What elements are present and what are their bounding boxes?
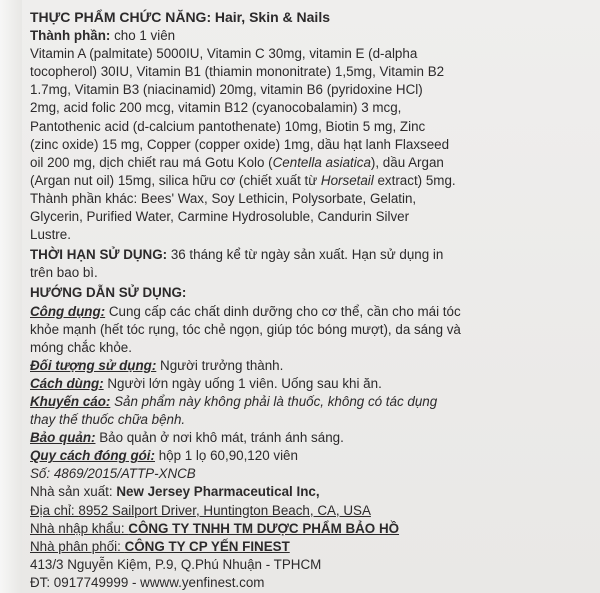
other-ingredients-line-2: Glycerin, Purified Water, Carmine Hydrosoluble, Candurin Silver <box>30 209 410 225</box>
warning-value: Sản phẩm này không phải là thuốc, không có tác dụng <box>110 393 438 409</box>
distributor-value: CÔNG TY CP YẾN FINEST <box>124 538 290 554</box>
composition-line-5: Pantothenic acid (d-calcium pantothenate) 10mg, Biotin 5 mg, Zinc <box>30 118 426 134</box>
product-category: THỰC PHẨM CHỨC NĂNG: <box>30 9 212 25</box>
product-title-line <box>30 8 592 27</box>
manufacturer-line <box>30 483 592 501</box>
composition-line-2: tocopherol) 30IU, Vitamin B1 (thiamin mononitrate) 1,5mg, Vitamin B2 <box>30 64 445 80</box>
distributor-line <box>30 538 592 556</box>
packaging-value: hộp 1 lọ 60,90,120 viên <box>154 448 298 464</box>
manufacturer-label: Nhà sản xuất: <box>30 484 117 500</box>
composition-heading-line <box>30 27 592 45</box>
directions-line <box>30 375 592 393</box>
uses-line-1 <box>30 303 592 321</box>
distributor-address: 413/3 Nguyễn Kiệm, P.9, Q.Phú Nhuận - TPHCM <box>30 556 322 572</box>
composition-line-4: 2mg, acid folic 200 mcg, vitamin B12 (cyanocobalamin) 3 mcg, <box>30 100 402 116</box>
registration-line: Số: 4869/2015/ATTP-XNCB <box>30 466 196 482</box>
uses-line-2: khỏe mạnh (hết tóc rụng, tóc chẻ ngọn, giúp tóc bóng mượt), da sáng và <box>30 321 461 337</box>
target-label: Đối tượng sử dụng: <box>30 357 157 373</box>
other-ingredients-line-3: Lustre. <box>30 227 71 243</box>
expiry-value: 36 tháng kể từ ngày sản xuất. Hạn sử dụng in <box>167 247 444 263</box>
usage-title: HƯỚNG DẪN SỬ DỤNG: <box>30 285 187 301</box>
address-value: 8952 Sailport Driver, Huntington Beach, CA, USA <box>78 502 371 518</box>
storage-value: Bảo quản ở nơi khô mát, tránh ánh sáng. <box>95 430 344 446</box>
expiry-label: THỜI HẠN SỬ DỤNG: <box>30 247 168 263</box>
uses-value: Cung cấp các chất dinh dưỡng cho cơ thể, cần cho mái tóc <box>105 303 461 319</box>
warning-label: Khuyến cáo: <box>30 393 111 409</box>
product-name: Hair, Skin & Nails <box>214 9 331 25</box>
composition-line-8: (Argan nut oil) 15mg, silica hữu cơ (chiết xuất từ Horsetail extract) 5mg. <box>30 172 456 188</box>
target-line <box>30 357 592 375</box>
address-line <box>30 502 592 520</box>
manufacturer-value: New Jersey Pharmaceutical Inc, <box>116 484 320 500</box>
storage-label: Bảo quản: <box>30 430 96 446</box>
directions-label: Cách dùng: <box>30 375 104 391</box>
address-label: Địa chỉ: <box>30 502 79 518</box>
target-value: Người trưởng thành. <box>156 357 284 373</box>
importer-label: Nhà nhập khẩu: <box>30 520 129 536</box>
warning-line-2: thay thế thuốc chữa bệnh. <box>30 412 186 428</box>
importer-value: CÔNG TY TNHH TM DƯỢC PHẨM BẢO HỒ <box>128 520 400 536</box>
warning-line-1 <box>30 393 592 411</box>
expiry-line <box>30 246 592 264</box>
composition-line-7: oil 200 mg, dịch chiết rau má Gotu Kolo (Centella asiatica), dầu Argan <box>30 154 444 170</box>
packaging-line <box>30 447 592 465</box>
contact-line: ĐT: 0917749999 - wwww.yenfinest.com <box>30 574 265 590</box>
uses-label: Công dụng: <box>30 303 106 319</box>
composition-line-6: (zinc oxide) 15 mg, Copper (copper oxide) 1mg, dầu hạt lanh Flaxseed <box>30 136 450 152</box>
packaging-label: Quy cách đóng gói: <box>30 448 155 464</box>
storage-line <box>30 429 592 447</box>
composition-line-3: 1.7mg, Vitamin B3 (niacinamid) 20mg, vitamin B6 (pyridoxine HCl) <box>30 82 423 98</box>
composition-value: cho 1 viên <box>114 28 176 44</box>
directions-value: Người lớn ngày uống 1 viên. Uống sau khi ăn. <box>103 375 382 391</box>
distributor-label: Nhà phân phối: <box>30 538 125 554</box>
uses-line-3: móng chắc khỏe. <box>30 339 132 355</box>
importer-line <box>30 520 592 538</box>
composition-label: Thành phần: <box>30 28 111 44</box>
composition-line-1: Vitamin A (palmitate) 5000IU, Vitamin C 30mg, vitamin E (d-alpha <box>30 46 418 62</box>
expiry-line-2: trên bao bì. <box>30 265 98 281</box>
other-ingredients-line-1: Thành phần khác: Bees' Wax, Soy Lethicin, Polysorbate, Gelatin, <box>30 190 417 206</box>
